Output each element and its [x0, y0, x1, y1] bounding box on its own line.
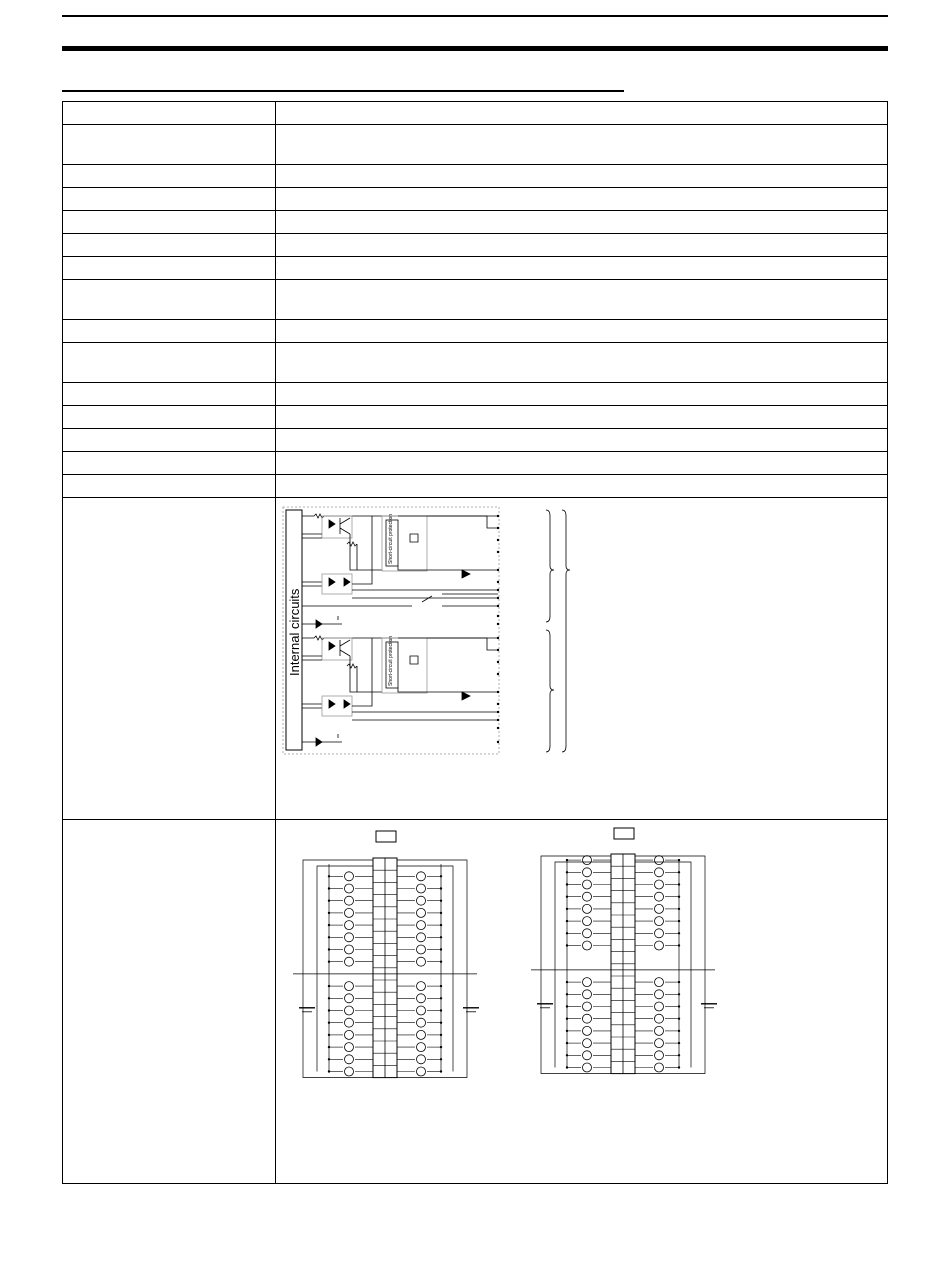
- load-circle: [583, 1051, 592, 1060]
- load-circle: [345, 1006, 354, 1015]
- load-circle: [345, 1067, 354, 1076]
- header-thick-rule: [62, 46, 888, 51]
- load-circle: [655, 1014, 664, 1023]
- table-row: [63, 165, 888, 188]
- table-row-connection: [63, 820, 888, 1184]
- load-circle: [583, 856, 592, 865]
- load-circle: [345, 933, 354, 942]
- load-circle: [345, 945, 354, 954]
- table-row: [63, 211, 888, 234]
- load-circle: [655, 941, 664, 950]
- table-row: [63, 343, 888, 383]
- load-circle: [345, 872, 354, 881]
- table-row: [63, 383, 888, 406]
- protection-label-upper: Short-circuit protection: [388, 513, 394, 564]
- load-circle: [655, 880, 664, 889]
- connection-diagram-a: [293, 858, 479, 1078]
- load-circle: [345, 982, 354, 991]
- table-row: [63, 452, 888, 475]
- load-circle: [345, 1018, 354, 1027]
- load-circle: [417, 933, 426, 942]
- load-circle: [417, 1055, 426, 1064]
- load-circle: [345, 994, 354, 1003]
- load-circle: [417, 1018, 426, 1027]
- load-circle: [583, 917, 592, 926]
- table-row: [63, 320, 888, 343]
- terminal-braces: [546, 510, 570, 752]
- load-circle: [583, 1063, 592, 1072]
- output-group-upper: [302, 514, 498, 628]
- load-circle: [417, 1030, 426, 1039]
- table-row: [63, 429, 888, 452]
- load-circle: [583, 978, 592, 987]
- output-group-lower: [302, 636, 498, 746]
- load-circle: [345, 1030, 354, 1039]
- table-row: [63, 257, 888, 280]
- load-circle: [583, 1026, 592, 1035]
- load-circle: [417, 908, 426, 917]
- header-top-rule: [62, 15, 888, 17]
- load-circle: [655, 1039, 664, 1048]
- load-circle: [583, 880, 592, 889]
- load-circle: [417, 957, 426, 966]
- load-circle: [417, 994, 426, 1003]
- load-circle: [655, 929, 664, 938]
- load-circle: [583, 941, 592, 950]
- protection-label-lower: Short-circuit protection: [388, 635, 394, 686]
- specifications-table: [62, 101, 888, 1184]
- load-circle: [417, 884, 426, 893]
- load-circle: [655, 904, 664, 913]
- load-circle: [583, 1002, 592, 1011]
- load-circle: [583, 1014, 592, 1023]
- load-circle: [655, 868, 664, 877]
- table-row: [63, 234, 888, 257]
- section-title-rule: [62, 90, 624, 92]
- load-circle: [417, 1006, 426, 1015]
- table-row: [63, 475, 888, 498]
- load-circle: [417, 1043, 426, 1052]
- diagram-b-header-box: [614, 828, 634, 839]
- load-circle: [345, 908, 354, 917]
- load-circle: [417, 945, 426, 954]
- load-circle: [345, 896, 354, 905]
- load-circle: [655, 990, 664, 999]
- table-row: [63, 102, 888, 125]
- load-circle: [655, 856, 664, 865]
- load-circle: [345, 1043, 354, 1052]
- load-circle: [655, 978, 664, 987]
- diagram-a-header-box: [376, 831, 396, 842]
- connection-diagram-b: [531, 854, 717, 1074]
- load-circle: [655, 1051, 664, 1060]
- external-connection-diagrams: [276, 820, 886, 1120]
- load-circle: [583, 929, 592, 938]
- load-circle: [417, 982, 426, 991]
- internal-circuits-label: Internal circuits: [287, 588, 302, 676]
- load-circle: [583, 892, 592, 901]
- load-circle: [583, 868, 592, 877]
- load-circle: [583, 990, 592, 999]
- load-circle: [417, 872, 426, 881]
- load-circle: [345, 921, 354, 930]
- table-row: [63, 125, 888, 165]
- table-row-circuit: [63, 498, 888, 820]
- load-circle: [345, 884, 354, 893]
- load-circle: [655, 1002, 664, 1011]
- table-row: [63, 280, 888, 320]
- load-circle: [583, 904, 592, 913]
- load-circle: [583, 1039, 592, 1048]
- table-row: [63, 188, 888, 211]
- load-circle: [655, 917, 664, 926]
- table-row: [63, 406, 888, 429]
- load-circle: [417, 921, 426, 930]
- load-circle: [345, 1055, 354, 1064]
- load-circle: [655, 1063, 664, 1072]
- load-circle: [417, 1067, 426, 1076]
- load-circle: [345, 957, 354, 966]
- load-circle: [655, 892, 664, 901]
- load-circle: [655, 1026, 664, 1035]
- load-circle: [417, 896, 426, 905]
- circuit-diagram: [282, 506, 582, 766]
